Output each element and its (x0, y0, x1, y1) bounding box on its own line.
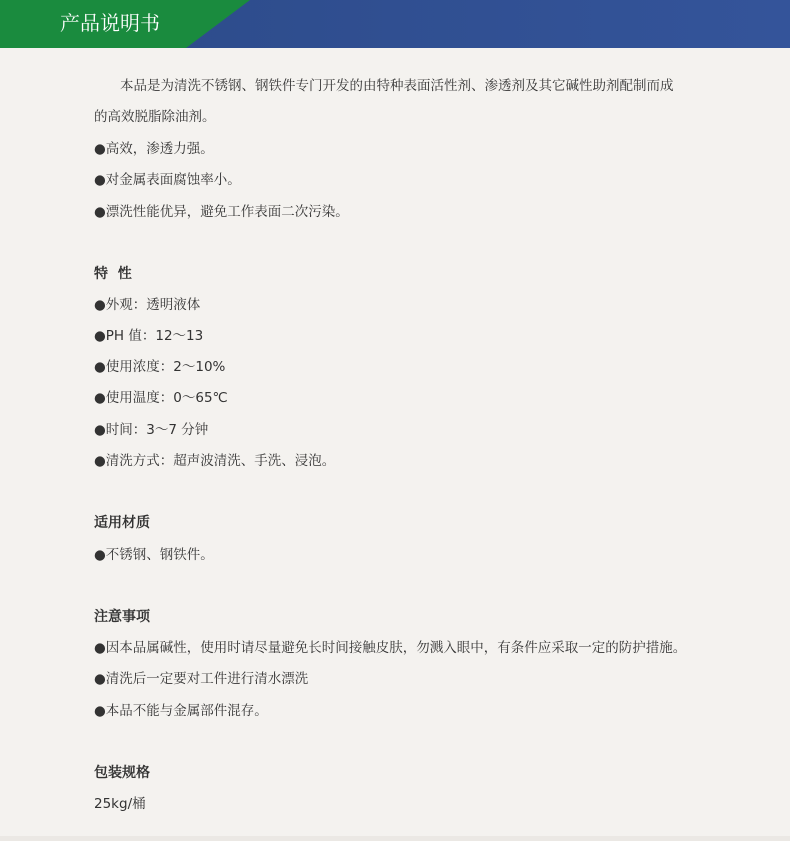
packaging-heading: 包装规格 (94, 765, 150, 781)
section-header (0, 0, 790, 48)
properties-heading: 特 性 (94, 266, 132, 282)
property-item: ●使用浓度：2～10% (94, 359, 226, 375)
intro-bullet: ●对金属表面腐蚀率小。 (94, 172, 241, 188)
bottom-divider (0, 836, 790, 841)
note-item: ●因本品属碱性，使用时请尽量避免长时间接触皮肤，勿溅入眼中，有条件应采取一定的防护措施。 (94, 640, 687, 656)
notes-heading: 注意事项 (94, 609, 150, 625)
property-item: ●PH 值：12～13 (94, 328, 204, 344)
intro-bullet: ●高效，渗透力强。 (94, 141, 214, 157)
material-item: ●不锈钢、钢铁件。 (94, 547, 214, 563)
intro-paragraph-line-2: 的高效脱脂除油剂。 (94, 109, 216, 125)
packaging-value: 25kg/桶 (94, 796, 146, 812)
note-item: ●本品不能与金属部件混存。 (94, 703, 268, 719)
note-item: ●清洗后一定要对工件进行清水漂洗 (94, 671, 309, 687)
materials-heading: 适用材质 (94, 515, 150, 531)
property-item: ●清洗方式：超声波清洗、手洗、浸泡。 (94, 453, 336, 469)
intro-bullet: ●漂洗性能优异，避免工作表面二次污染。 (94, 204, 349, 220)
property-item: ●使用温度：0～65℃ (94, 390, 228, 406)
property-item: ●外观：透明液体 (94, 297, 201, 313)
property-item: ●时间：3～7 分钟 (94, 422, 209, 438)
page-title: 产品说明书 (60, 11, 160, 35)
intro-paragraph-line-1: 本品是为清洗不锈钢、钢铁件专门开发的由特种表面活性剂、渗透剂及其它碱性助剂配制而成 (120, 78, 674, 94)
